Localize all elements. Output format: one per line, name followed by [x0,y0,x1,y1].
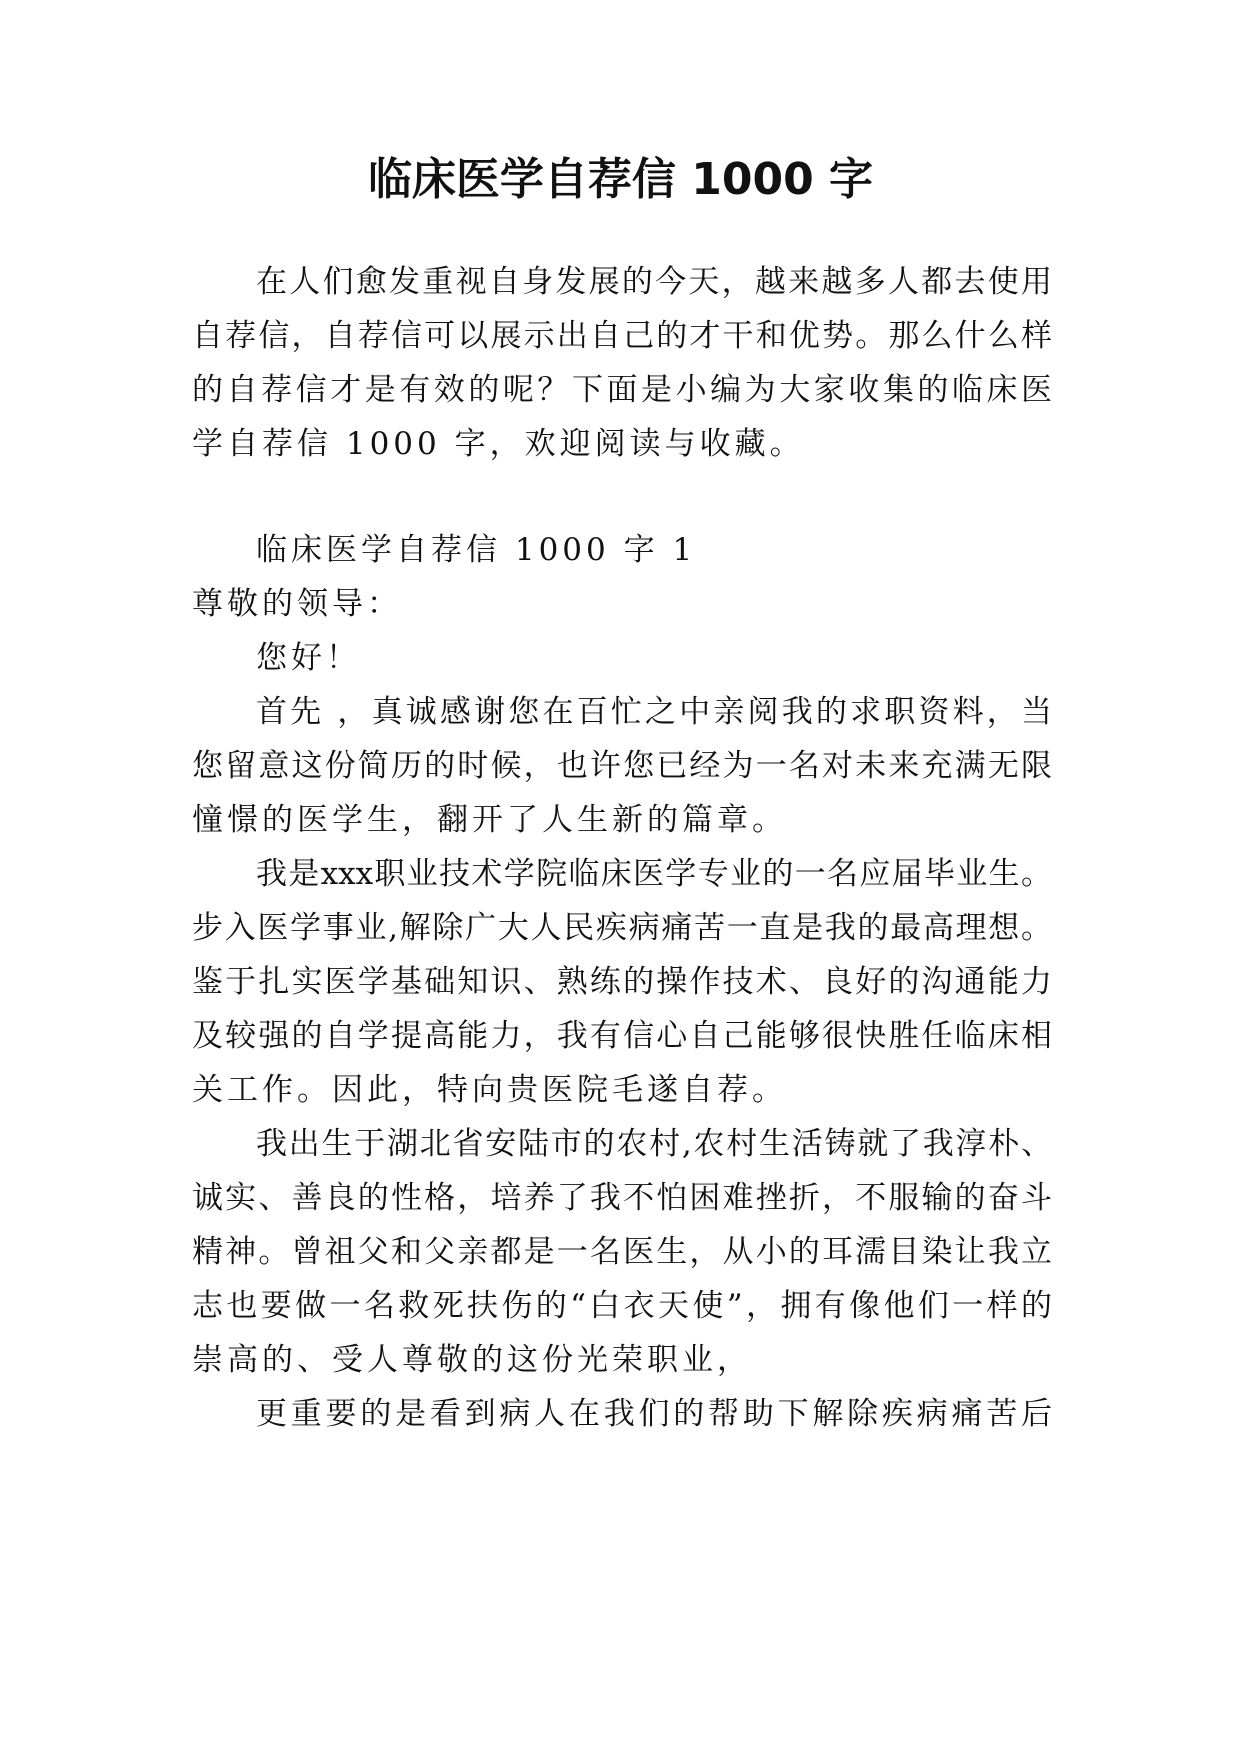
salutation: 尊敬的领导： [192,586,402,622]
section-heading: 临床医学自荐信 1000 字 1 [256,532,697,568]
text-line: 学自荐信 1000 字，欢迎阅读与收藏。 [192,426,805,462]
text-line: 崇高的、受人尊敬的这份光荣职业， [192,1342,752,1378]
text-line: 我出生于湖北省安陆市的农村,农村生活铸就了我淳朴、 [256,1126,1052,1162]
text-line: 首先 ，真诚感谢您在百忙之中亲阅我的求职资料，当 [256,694,1052,730]
text-line: 关工作。因此，特向贵医院毛遂自荐。 [192,1072,787,1108]
text-line: 步入医学事业,解除广大人民疾病痛苦一直是我的最高理想。 [192,910,1052,946]
text-line: 及较强的自学提高能力，我有信心自己能够很快胜任临床相 [192,1018,1052,1054]
text-line: 志也要做一名救死扶伤的“白衣天使”，拥有像他们一样的 [192,1288,1052,1324]
document-title: 临床医学自荐信 1000 字 [367,154,874,205]
text-line: 在人们愈发重视自身发展的今天，越来越多人都去使用 [256,264,1052,300]
text-line: 憧憬的医学生，翻开了人生新的篇章。 [192,802,787,838]
text-line: 我是xxx职业技术学院临床医学专业的一名应届毕业生。 [256,856,1052,892]
text-line: 精神。曾祖父和父亲都是一名医生，从小的耳濡目染让我立 [192,1234,1052,1270]
text-line: 自荐信，自荐信可以展示出自己的才干和优势。那么什么样 [192,318,1052,354]
text-line: 的自荐信才是有效的呢？下面是小编为大家收集的临床医 [192,372,1052,408]
text-line: 鉴于扎实医学基础知识、熟练的操作技术、良好的沟通能力 [192,964,1052,1000]
text-line: 更重要的是看到病人在我们的帮助下解除疾病痛苦后 [256,1396,1052,1432]
text-line: 您留意这份简历的时候，也许您已经为一名对未来充满无限 [192,748,1052,784]
greeting: 您好！ [256,640,361,676]
text-line: 诚实、善良的性格，培养了我不怕困难挫折，不服输的奋斗 [192,1180,1052,1216]
